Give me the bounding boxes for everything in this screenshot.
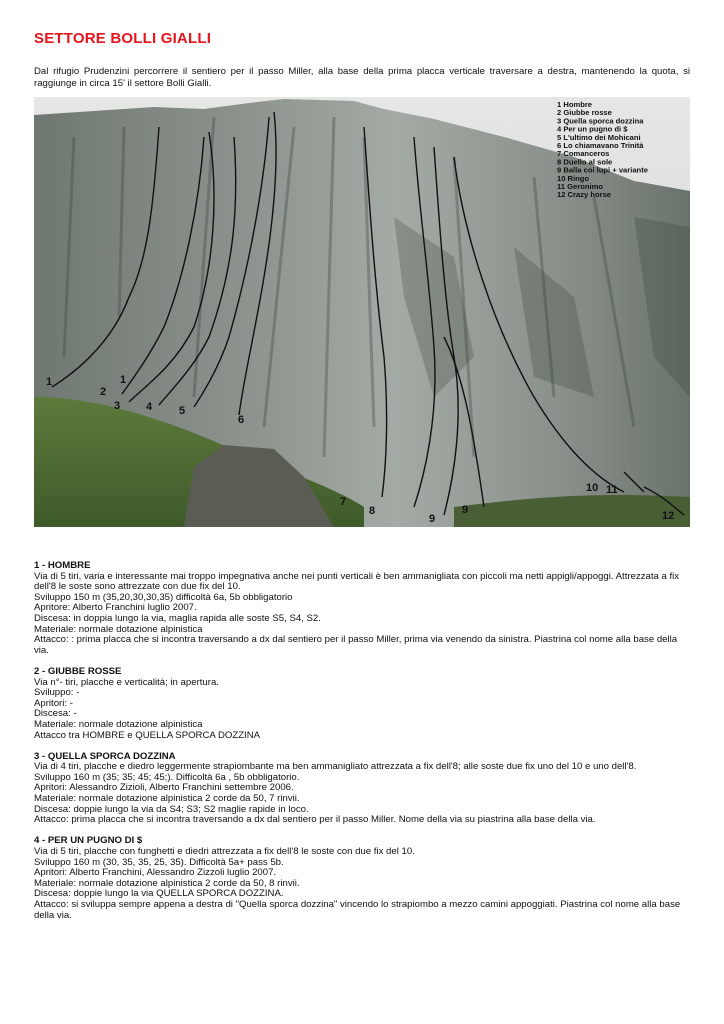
legend-item: 7 Comanceros [557, 149, 610, 159]
crag-topo-photo [34, 97, 690, 527]
route-text: Sviluppo: - [34, 687, 80, 699]
legend-item: 3 Quella sporca dozzina [557, 116, 644, 126]
route-number: 8 [369, 505, 376, 517]
route-text: Sviluppo 160 m (35; 35; 45; 45;). Difficoltà 6a , 5b obbligatorio. [34, 771, 300, 783]
legend-item: 2 Giubbe rosse [557, 108, 612, 118]
route-number: 1 [46, 376, 53, 388]
route-number: 10 [586, 482, 599, 494]
route-text: Materiale: normale dotazione alpinistica [34, 718, 203, 730]
route-text: Attacco: prima placca che si incontra traversando a dx dal sentiero per il passo Miller. Nome della via su piastrina alla base della via. [34, 814, 596, 826]
route-text: Materiale: normale dotazione alpinistica 2 corde da 50, 8 rinvii. [34, 877, 300, 889]
legend-item: 9 Balla coi lupi + variante [557, 165, 648, 175]
route-text: Via di 5 tiri, placche con funghetti e diedri attrezzata a fix dell'8 le soste con due fix del 10. [34, 846, 415, 858]
route-text: Discesa: in doppia lungo la via, maglia rapida alle soste S5, S4, S2. [34, 612, 321, 624]
legend-item: 6 Lo chiamavano Trinità [557, 141, 644, 150]
route-number: 5 [179, 405, 186, 417]
route-number: 12 [662, 510, 675, 522]
legend-item: 4 Per un pugno di $ [557, 124, 628, 134]
route-section [34, 752, 692, 826]
route-section [34, 667, 692, 741]
route-heading: 1 - HOMBRE [34, 560, 91, 571]
route-text: Attacco: : prima placca che si incontra traversando a dx dal sentiero per il passo Miller, prima via venendo da sinistra. Piastrina col nome alla base della via. [34, 634, 678, 656]
route-text: Attacco: si sviluppa sempre appena a destra di "Quella sporca dozzina" vincendo lo strapiombo a mezzo camini appoggiati. Piastrina col nome alla base della via. [34, 899, 681, 921]
route-number: 1 [120, 374, 127, 386]
route-text: Sviluppo 150 m (35,20,30,30,35) difficoltà 6a, 5b obbligatorio [34, 591, 293, 603]
route-number: 9 [462, 504, 469, 516]
route-heading: 4 - PER UN PUGNO DI $ [34, 835, 143, 847]
route-text: Sviluppo 160 m (30, 35, 35, 25, 35). Difficoltà 5a+ pass 5b. [34, 856, 284, 868]
route-text: Discesa: doppie lungo la via QUELLA SPORCA DOZZINA. [34, 888, 284, 900]
topo-drawing [34, 97, 690, 527]
route-text: Via di 4 tiri, placche e diedro leggermente strapiombante ma ben ammanigliato attrezzata a fix dell'8; alle soste due fix uno del 10 e uno dell'8. [34, 761, 637, 773]
legend-item: 8 Duello al sole [557, 157, 613, 167]
route-text: Discesa: doppie lungo la via da S4; S3; S2 maglie rapide in loco. [34, 803, 309, 815]
legend-item: 11 Geronimo [557, 182, 603, 191]
route-section [34, 561, 692, 656]
route-text: Apritori: Alberto Franchini, Alessandro Zizzoli luglio 2007. [34, 867, 277, 879]
route-number: 2 [100, 386, 107, 398]
intro-paragraph: Dal rifugio Prudenzini percorrere il sentiero per il passo Miller, alla base della prima placca verticale traversare a destra, mantenendo la quota, si raggiunge in circa 15' il settore Bolli Gialli. [34, 66, 690, 89]
route-heading: 3 - QUELLA SPORCA DOZZINA [34, 750, 176, 762]
route-number: 9 [429, 513, 436, 525]
route-number: 3 [114, 400, 121, 412]
route-number: 6 [238, 414, 245, 426]
route-text: Apritori: - [34, 697, 73, 709]
route-text: Materiale: normale dotazione alpinistica [34, 623, 203, 635]
legend-item: 10 Ringo [557, 173, 590, 183]
legend-item: 5 L'ultimo dei Mohicani [557, 132, 641, 142]
legend-item: 1 Hombre [557, 100, 593, 109]
route-number: 11 [606, 484, 618, 496]
route-text: Discesa: - [34, 708, 77, 720]
route-number: 4 [146, 401, 153, 413]
route-text: Via n°- tiri, placche e verticalità; in apertura. [34, 676, 219, 688]
legend-item: 12 Crazy horse [557, 190, 612, 200]
route-text: Apritori: Alessandro Zizioli, Alberto Franchini settembre 2006. [34, 782, 294, 794]
route-number: 7 [340, 496, 347, 508]
route-text: Materiale: normale dotazione alpinistica 2 corde da 50, 7 rinvii. [34, 793, 300, 805]
route-descriptions [34, 561, 692, 932]
route-text: Attacco tra HOMBRE e QUELLA SPORCA DOZZINA [34, 729, 261, 741]
route-heading: 2 - GIUBBE ROSSE [34, 665, 122, 677]
route-text: Apritore: Alberto Franchini luglio 2007. [34, 602, 197, 614]
route-section [34, 836, 692, 921]
route-text: Via di 5 tiri, varia e interessante mai troppo impegnativa anche nei punti verticali è ben ammanigliata con piccoli ma netti appigli/appoggi. Attrezzata a fix dell'8 le soste sono attrezzate con due fix del 10. [34, 570, 680, 593]
page-title: SETTORE BOLLI GIALLI [34, 30, 212, 47]
